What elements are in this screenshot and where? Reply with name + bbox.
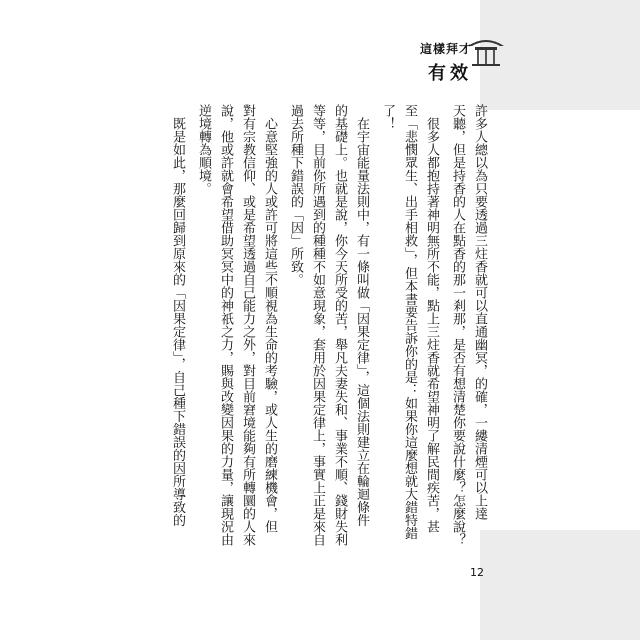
text-column: 天聽，但是持香的人在點香的那一剎那，是否有想清楚你要說什麼？怎麼說？ (450, 104, 465, 546)
text-column: 等等，目前你所遇到的種種不如意現象，套用於因果定律上，事實上正是來自 (310, 104, 325, 546)
header-title-big: 有效 (428, 63, 472, 84)
page-number: 12 (470, 566, 484, 579)
page-side-band-inner (480, 110, 640, 530)
text-column: 許多人總以為只要透過三炷香就可以直通幽冥，的確，一縷清煙可以上達 (472, 104, 487, 520)
text-column: 心意堅強的人或許可將這些不順視為生命的考驗，或人生的磨練機會，但 (262, 117, 277, 533)
text-column: 了！ (380, 104, 395, 130)
text-column: 逆境轉為順境。 (196, 104, 211, 195)
text-column: 既是如此，那麼回歸到原來的「因果定律」，自己種下錯誤的因所導致的 (170, 117, 185, 527)
text-column: 對有宗教信仰、或是希望透過自己能力之外，對目前窘境能夠有所轉圜的人來 (240, 104, 255, 546)
vertical-text-body (160, 104, 490, 574)
running-header (420, 40, 472, 85)
text-column: 說，他或許就會希望借助冥冥中的神祇之力，賜與改變因果的力量，讓現況由 (218, 104, 233, 546)
text-column: 在宇宙能量法則中，有一條叫做「因果定律」，這個法則建立在輪迴條件 (354, 117, 369, 527)
header-title-small: 這樣拜才 (420, 42, 473, 56)
text-column: 的基礎上。也就是說，你今天所受的苦，舉凡夫妻失和、事業不順、錢財失利 (332, 104, 347, 546)
text-column: 至「悲憫眾生、出手相救」，但本書要告訴你的是：如果你這麼想就大錯特錯 (402, 104, 417, 540)
text-column: 過去所種下錯誤的「因」所致。 (288, 104, 303, 286)
text-column: 很多人都抱持著神明無所不能，點上三炷香就希望神明了解民間疾苦，甚 (424, 117, 439, 533)
